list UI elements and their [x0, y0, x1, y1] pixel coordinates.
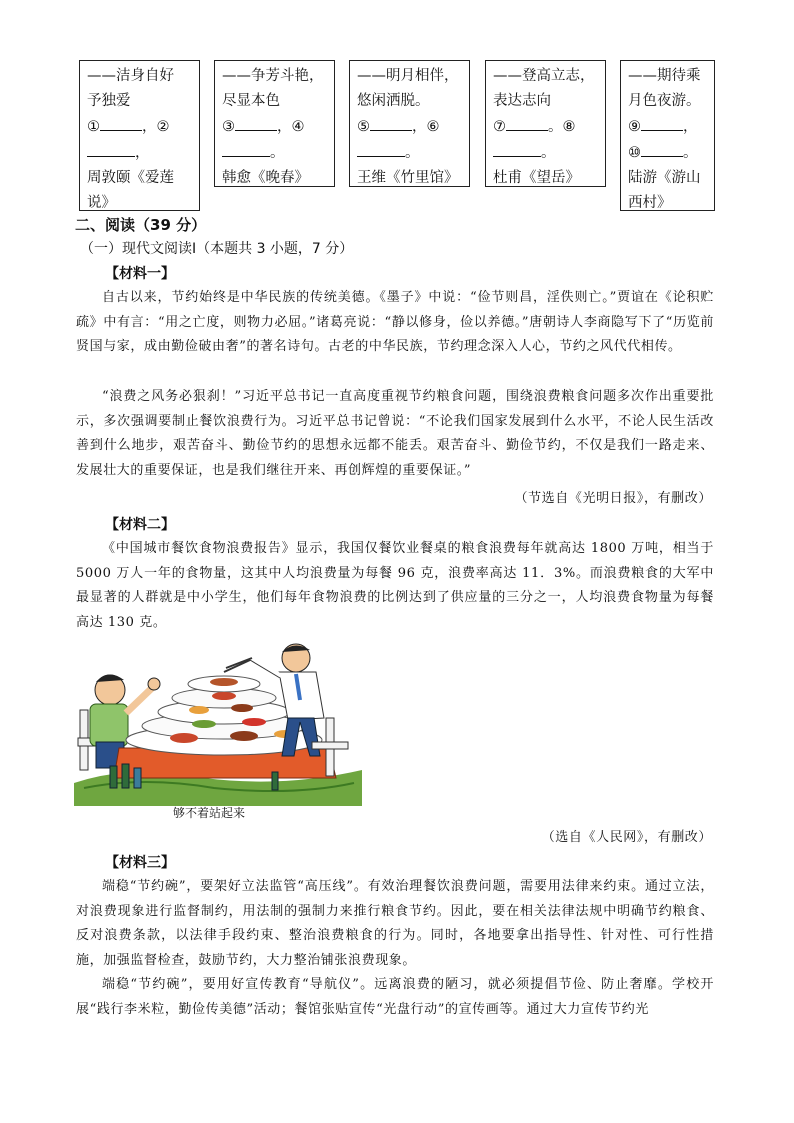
- box-source: 王维《竹里馆》: [357, 170, 459, 186]
- punct: ，: [135, 145, 150, 161]
- material-2-source: （选自《人民网》，有删改）: [541, 830, 712, 845]
- cartoon-image: [74, 638, 362, 806]
- material-1-source: （节选自《光明日报》，有删改）: [514, 491, 712, 506]
- answer-blank-4[interactable]: [222, 140, 270, 157]
- material-3-label: 【材料三】: [105, 855, 175, 871]
- question-box-5: [620, 60, 715, 211]
- answer-blank-6[interactable]: [357, 140, 405, 157]
- material-2-paragraph-1: 《中国城市餐饮食物浪费报告》显示，我国仅餐饮业餐桌的粮食浪费每年就高达 1800 万吨，相当于 5000 万人一年的食物量，这其中人均浪费量为每餐 96 克，浪费率高达 11．3%。而浪费粮食的大军中最显著的人群就是中小学生，他们每年食物浪费的比例达到了供应量的三分之一，人均浪费食物量为每餐高达 130 克。: [76, 541, 714, 630]
- answer-blank-3[interactable]: [235, 114, 277, 131]
- answer-blank-10[interactable]: [641, 140, 683, 157]
- box-source-cont: 西村》: [628, 195, 672, 211]
- box-source: 陆游《游山: [628, 170, 701, 186]
- material-3-paragraph-2: 端稳“节约碗”，要用好宣传教育“导航仪”。远离浪费的陋习，就必须提倡节俭、防止奢靡。学校开展“践行李米粒，勤俭传美德”活动；餐馆张贴宣传“光盘行动”的宣传画等。通过大力宣传节约光: [76, 977, 714, 1017]
- material-1-label: 【材料一】: [105, 266, 175, 282]
- punct: 。: [405, 145, 420, 161]
- box-theme-cont: 悠闲洒脱。: [357, 93, 430, 109]
- answer-blank-8[interactable]: [493, 140, 541, 157]
- box-theme-cont: 予独爱: [87, 93, 131, 109]
- blank-number: ⑨: [628, 119, 641, 135]
- box-theme-cont: 月色夜游。: [628, 93, 701, 109]
- box-source: 韩愈《晚春》: [222, 170, 309, 186]
- question-box-1: [79, 60, 200, 211]
- section-title: 二、阅读（39 分）: [75, 216, 207, 234]
- box-theme: ——争芳斗艳，: [222, 68, 324, 84]
- box-theme: ——期待乘: [628, 68, 701, 84]
- section-subtitle: （一）现代文阅读Ⅰ（本题共 3 小题，7 分）: [80, 241, 354, 257]
- material-1-paragraph-1: 自古以来，节约始终是中华民族的传统美德。《墨子》中说：“俭节则昌，淫佚则亡。”贾谊在《论积贮疏》中有言：“用之亡度，则物力必屈。”诸葛亮说：“静以修身，俭以养德。”唐朝诗人李商隐写下了“历览前贤国与家，成由勤俭破由奢”的著名诗句。古老的中华民族，节约理念深入人心，节约之风代代相传。: [76, 290, 714, 354]
- material-1-paragraph-2: “浪费之风务必狠刹！”习近平总书记一直高度重视节约粮食问题，围绕浪费粮食问题多次作出重要批示，多次强调要制止餐饮浪费行为。习近平总书记曾说：“不论我们国家发展到什么水平，不论人民生活改善到什么地步，艰苦奋斗、勤俭节约的思想永远都不能丢。艰苦奋斗、勤俭节约，不仅是我们一路走来、发展壮大的重要保证，也是我们继往开来、再创辉煌的重要保证。”: [76, 389, 714, 478]
- punct: ，: [683, 119, 698, 135]
- blank-number: ⑤: [357, 119, 370, 135]
- material-3-paragraph-1: 端稳“节约碗”，要架好立法监管“高压线”。有效治理餐饮浪费问题，需要用法律来约束。通过立法，对浪费现象进行监督制约，用法制的强制力来推行粮食节约。因此，要在相关法律法规中明确节约粮食、反对浪费条款，以法律手段约束、整治浪费粮食的行为。同时，各地要拿出指导性、针对性、可行性措施，加强监督检查，鼓励节约，大力整治铺张浪费现象。: [76, 879, 714, 968]
- answer-blank-2[interactable]: [87, 140, 135, 157]
- box-source: 杜甫《望岳》: [493, 170, 580, 186]
- blank-number: ⑦: [493, 119, 506, 135]
- blank-number: ①: [87, 119, 100, 135]
- blank-number: ，④: [277, 119, 305, 135]
- answer-blank-7[interactable]: [506, 114, 548, 131]
- question-box-2: [214, 60, 335, 187]
- punct: 。: [683, 145, 698, 161]
- cartoon-caption: 够不着站起来: [173, 806, 246, 820]
- box-source-cont: 说》: [87, 195, 116, 211]
- blank-number: ③: [222, 119, 235, 135]
- question-box-4: [485, 60, 606, 187]
- box-theme: ——明月相伴，: [357, 68, 459, 84]
- answer-blank-9[interactable]: [641, 114, 683, 131]
- punct: 。: [270, 145, 285, 161]
- blank-number: 。⑧: [548, 119, 576, 135]
- box-theme-cont: 表达志向: [493, 93, 551, 109]
- blank-number: ⑩: [628, 145, 641, 161]
- punct: 。: [541, 145, 556, 161]
- box-theme: ——登高立志，: [493, 68, 595, 84]
- box-source: 周敦颐《爱莲: [87, 170, 174, 186]
- question-box-3: [349, 60, 470, 187]
- blank-number: ，⑥: [412, 119, 440, 135]
- blank-number: ，②: [142, 119, 170, 135]
- answer-blank-5[interactable]: [370, 114, 412, 131]
- material-2-label: 【材料二】: [105, 517, 175, 533]
- box-theme: ——洁身自好: [87, 68, 174, 84]
- answer-blank-1[interactable]: [100, 114, 142, 131]
- box-theme-cont: 尽显本色: [222, 93, 280, 109]
